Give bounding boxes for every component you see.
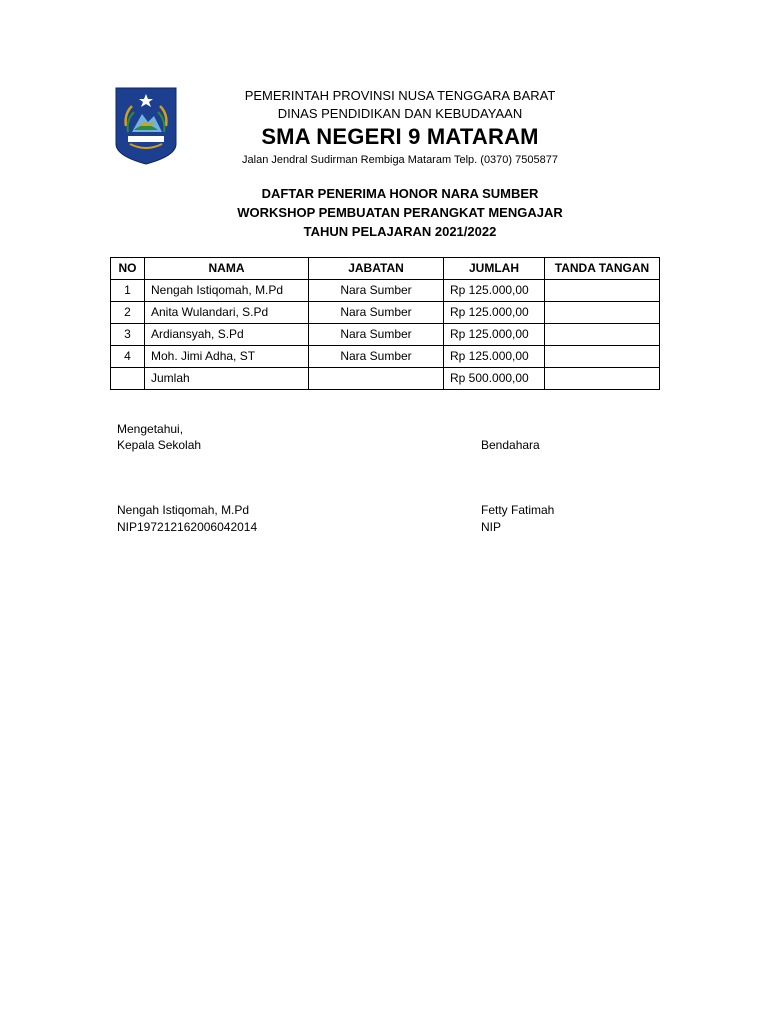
table-row: [111, 324, 660, 346]
document-title-line-3: TAHUN PELAJARAN 2021/2022: [303, 224, 497, 239]
cell-nama: Moh. Jimi Adha, ST: [145, 346, 309, 368]
table-row: [111, 346, 660, 368]
school-name: SMA NEGERI 9 MATARAM: [261, 124, 539, 149]
table-row: [111, 280, 660, 302]
cell-total-label: Jumlah: [145, 368, 309, 390]
document-title-line-2: WORKSHOP PEMBUATAN PERANGKAT MENGAJAR: [237, 205, 563, 220]
header-jabatan: JABATAN: [309, 258, 444, 280]
school-address: Jalan Jendral Sudirman Rembiga Mataram Telp. (0370) 7505877: [242, 154, 558, 166]
government-name: PEMERINTAH PROVINSI NUSA TENGGARA BARAT: [244, 88, 556, 103]
principal-nip: NIP197212162006042014: [117, 520, 258, 534]
cell-no: 3: [111, 324, 145, 346]
cell-nama: Ardiansyah, S.Pd: [145, 324, 309, 346]
cell-jabatan: Nara Sumber: [309, 302, 444, 324]
cell-jumlah: Rp 125.000,00: [444, 346, 545, 368]
table-header-row: [111, 258, 660, 280]
table-row: [111, 302, 660, 324]
cell-nama: Anita Wulandari, S.Pd: [145, 302, 309, 324]
cell-signature: [545, 280, 660, 302]
honor-recipients-table: [110, 257, 660, 390]
cell-total-jabatan: [309, 368, 444, 390]
header-nama: NAMA: [145, 258, 309, 280]
cell-signature: [545, 346, 660, 368]
cell-signature: [545, 302, 660, 324]
cell-no: 2: [111, 302, 145, 324]
cell-jabatan: Nara Sumber: [309, 324, 444, 346]
treasurer-title: Bendahara: [481, 438, 540, 452]
principal-name: Nengah Istiqomah, M.Pd: [117, 503, 250, 517]
cell-signature: [545, 324, 660, 346]
cell-total-amount: Rp 500.000,00: [444, 368, 545, 390]
principal-title: Kepala Sekolah: [117, 438, 202, 452]
treasurer-nip: NIP: [481, 520, 502, 534]
cell-jumlah: Rp 125.000,00: [444, 302, 545, 324]
cell-no: 1: [111, 280, 145, 302]
cell-total-no: [111, 368, 145, 390]
department-name: DINAS PENDIDIKAN DAN KEBUDAYAAN: [277, 106, 523, 121]
document-title-line-1: DAFTAR PENERIMA HONOR NARA SUMBER: [261, 186, 539, 201]
header-tanda-tangan: TANDA TANGAN: [545, 258, 660, 280]
cell-jabatan: Nara Sumber: [309, 346, 444, 368]
cell-nama: Nengah Istiqomah, M.Pd: [145, 280, 309, 302]
cell-jabatan: Nara Sumber: [309, 280, 444, 302]
cell-total-signature: [545, 368, 660, 390]
cell-jumlah: Rp 125.000,00: [444, 280, 545, 302]
header-no: NO: [111, 258, 145, 280]
provincial-emblem-logo: [114, 86, 178, 166]
table-total-row: [111, 368, 660, 390]
header-jumlah: JUMLAH: [444, 258, 545, 280]
cell-no: 4: [111, 346, 145, 368]
cell-jumlah: Rp 125.000,00: [444, 324, 545, 346]
treasurer-name: Fetty Fatimah: [481, 503, 555, 517]
acknowledged-label: Mengetahui,: [117, 422, 184, 436]
